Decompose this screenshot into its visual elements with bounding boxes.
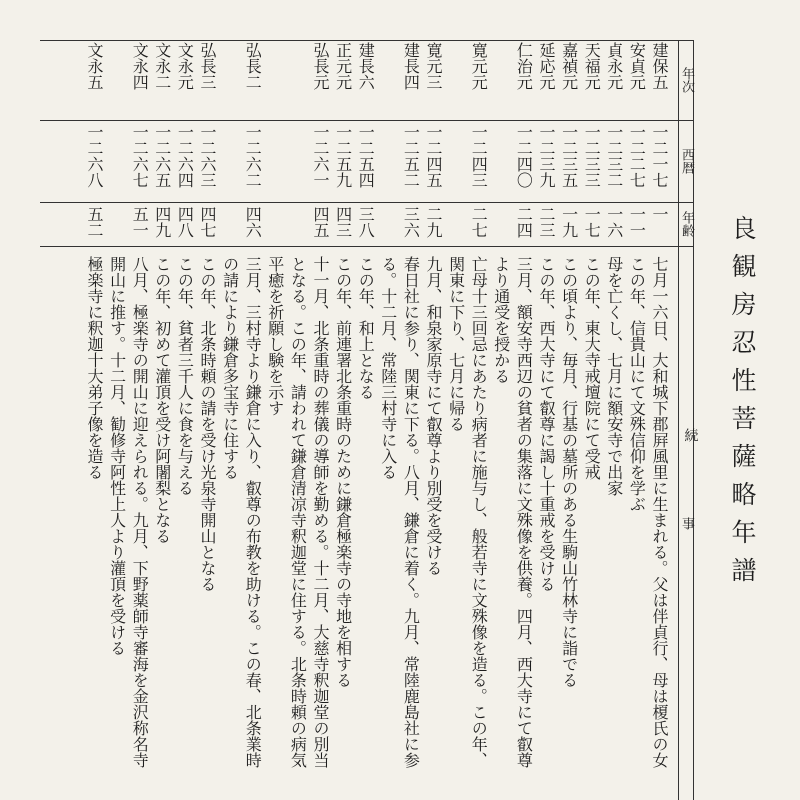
age-cell: 二三 — [537, 206, 556, 238]
year-cell: 一二五四 — [356, 124, 376, 188]
table-row — [220, 40, 241, 800]
table-row — [129, 40, 150, 800]
table-row — [84, 40, 105, 800]
age-cell: 四六 — [243, 206, 263, 238]
table-row — [446, 40, 467, 800]
table-row — [559, 40, 580, 800]
era-cell — [265, 42, 286, 118]
table-row — [626, 40, 647, 800]
era-cell: 嘉禎元 — [559, 42, 579, 90]
era-cell: 文永五 — [85, 42, 104, 90]
era-cell — [378, 42, 399, 118]
age-cell: 一一 — [627, 206, 647, 238]
year-cell — [287, 124, 308, 200]
event-cell: 亡母十三回忌にあたり病者に施与し、般若寺に文殊像を造る。この年、 — [469, 256, 489, 768]
era-cell: 文永四 — [130, 42, 150, 90]
table-row — [333, 40, 354, 800]
header-age: 年齢 — [679, 211, 694, 237]
age-cell: 一六 — [604, 206, 624, 238]
age-cell — [265, 206, 286, 240]
age-cell — [378, 206, 399, 240]
era-cell — [446, 42, 467, 118]
year-cell — [220, 124, 241, 200]
age-cell — [287, 206, 308, 240]
age-cell — [491, 206, 512, 240]
age-cell: 五一 — [130, 206, 150, 238]
year-cell: 一二六二 — [243, 124, 263, 188]
year-cell: 一二六三 — [198, 124, 217, 188]
era-cell: 貞永元 — [604, 42, 624, 90]
year-cell: 一二三九 — [537, 124, 556, 188]
year-cell: 一二四三 — [469, 124, 489, 188]
era-cell — [107, 42, 128, 118]
era-cell: 正元元 — [333, 42, 353, 90]
age-cell: 一九 — [559, 206, 579, 238]
event-cell: より通受を授かる — [491, 256, 511, 384]
event-cell: 九月、和泉家原寺にて叡尊より別受を受ける — [424, 256, 443, 576]
event-cell: る。十二月、常陸三村寺に入る — [378, 256, 398, 480]
header-era: 年次 — [679, 67, 694, 93]
year-cell: 一二五九 — [333, 124, 353, 188]
age-cell: 一 — [650, 206, 669, 222]
table-row — [400, 40, 421, 800]
table-row — [242, 40, 263, 800]
year-cell: 一二四五 — [424, 124, 443, 188]
table-row — [355, 40, 376, 800]
year-cell: 一二三三 — [582, 124, 602, 188]
age-cell: 三八 — [356, 206, 376, 238]
era-cell: 寛元元 — [469, 42, 489, 90]
era-cell: 文永元 — [175, 42, 195, 90]
era-cell — [220, 42, 241, 118]
era-cell: 建保五 — [650, 42, 669, 90]
age-cell — [107, 206, 128, 240]
year-cell: 一二三二 — [604, 124, 624, 188]
era-cell: 文永二 — [152, 42, 172, 90]
table-row — [152, 40, 173, 800]
table-row — [265, 40, 286, 800]
year-cell: 一二五二 — [401, 124, 421, 188]
age-cell — [446, 206, 467, 240]
continued-label: 続 — [682, 428, 699, 442]
year-cell — [265, 124, 286, 200]
age-cell: 一七 — [582, 206, 602, 238]
age-cell — [220, 206, 241, 240]
year-cell: 一二二七 — [627, 124, 647, 188]
event-cell: 十一月、北条重時の葬儀の導師を勤める。十二月、大慈寺釈迦堂の別当 — [311, 256, 330, 768]
event-cell: 八月、極楽寺の開山に迎えられる。九月、下野薬師寺審海を金沢称名寺 — [130, 256, 150, 768]
era-cell: 弘長三 — [198, 42, 217, 90]
era-cell: 天福元 — [582, 42, 602, 90]
age-cell: 二九 — [424, 206, 443, 238]
year-cell: 一二三五 — [559, 124, 579, 188]
event-cell: の請により鎌倉多宝寺に住する — [220, 256, 240, 480]
event-cell: 春日社に参り、関東に下る。八月、鎌倉に着く。九月、常陸鹿島社に参 — [401, 256, 421, 768]
year-cell: 一二六四 — [175, 124, 195, 188]
header-year: 西暦 — [679, 148, 694, 174]
year-cell — [378, 124, 399, 200]
event-cell: この頃より、毎月、行基の墓所のある生駒山竹林寺に詣でる — [559, 256, 579, 688]
event-cell: この年、前連署北条重時のために鎌倉極楽寺の寺地を相する — [333, 256, 353, 688]
table-row — [423, 40, 444, 800]
age-cell: 四五 — [311, 206, 330, 238]
year-cell: 一二六五 — [152, 124, 172, 188]
header-event: 事 — [679, 516, 694, 530]
age-cell: 五二 — [85, 206, 104, 238]
era-cell: 安貞元 — [627, 42, 647, 90]
year-cell: 一二六七 — [130, 124, 150, 188]
era-cell — [287, 42, 308, 118]
event-cell: 七月一六日、大和城下郡屛風里に生まれる。父は伴貞行、母は榎氏の女 — [650, 256, 669, 768]
event-cell: 関東に下り、七月に帰る — [446, 256, 466, 432]
event-cell: 開山に推す。十二月、勧修寺阿性上人より灌頂を受ける — [107, 256, 127, 656]
table-row — [513, 40, 534, 800]
era-cell: 寛元三 — [424, 42, 443, 90]
age-cell: 二七 — [469, 206, 489, 238]
age-cell: 三六 — [401, 206, 421, 238]
table-row — [378, 40, 399, 800]
event-cell: この年、東大寺戒壇院にて受戒 — [582, 256, 602, 480]
event-cell: 三月、額安寺西辺の貧者の集落に文殊像を供養。四月、西大寺にて叡尊 — [514, 256, 534, 768]
event-cell: 母を亡くし、七月に額安寺で出家 — [604, 256, 624, 496]
year-cell — [107, 124, 128, 200]
year-cell: 一二六八 — [85, 124, 104, 188]
table-row — [536, 40, 557, 800]
event-cell: この年、西大寺にて叡尊に謁し十重戒を受ける — [537, 256, 556, 592]
page-title: 良観房忍性菩薩略年譜 — [728, 215, 757, 595]
era-cell — [491, 42, 512, 118]
era-cell: 延応元 — [537, 42, 556, 90]
table-row — [581, 40, 602, 800]
year-cell: 一二六一 — [311, 124, 330, 188]
table-row — [287, 40, 308, 800]
table-row — [174, 40, 195, 800]
table-row — [107, 40, 128, 800]
year-cell — [491, 124, 512, 200]
age-cell: 四七 — [198, 206, 217, 238]
event-cell: この年、信貴山にて文殊信仰を学ぶ — [627, 256, 647, 512]
table-row — [604, 40, 625, 800]
event-cell: 極楽寺に釈迦十大弟子像を造る — [85, 256, 104, 480]
era-cell: 建長六 — [356, 42, 376, 90]
event-cell: となる。この年、請われて鎌倉清凉寺釈迦堂に住する。北条時頼の病気 — [288, 256, 308, 768]
era-cell: 弘長二 — [243, 42, 263, 90]
event-cell: この年、初めて灌頂を受け阿闍梨となる — [152, 256, 172, 544]
age-cell: 二四 — [514, 206, 534, 238]
age-cell: 四九 — [152, 206, 172, 238]
chronology-table — [40, 40, 694, 800]
table-row — [197, 40, 218, 800]
era-cell: 建長四 — [401, 42, 421, 90]
event-cell: この年、和上となる — [356, 256, 376, 400]
event-cell: 平癒を祈願し験を示す — [265, 256, 285, 416]
table-row — [649, 40, 670, 800]
era-cell: 仁治元 — [514, 42, 534, 90]
table-row — [491, 40, 512, 800]
table-row — [310, 40, 331, 800]
event-cell: この年、北条時頼の請を受け光泉寺開山となる — [198, 256, 217, 592]
year-cell — [446, 124, 467, 200]
table-row — [468, 40, 489, 800]
year-cell: 一二四〇 — [514, 124, 534, 188]
year-cell: 一二一七 — [650, 124, 669, 188]
age-cell: 四三 — [333, 206, 353, 238]
age-cell: 四八 — [175, 206, 195, 238]
era-cell: 弘長元 — [311, 42, 330, 90]
event-cell: この年、貧者三千人に食を与える — [175, 256, 195, 496]
event-cell: 三月、三村寺より鎌倉に入り、叡尊の布教を助ける。この春、北条業時 — [243, 256, 263, 768]
